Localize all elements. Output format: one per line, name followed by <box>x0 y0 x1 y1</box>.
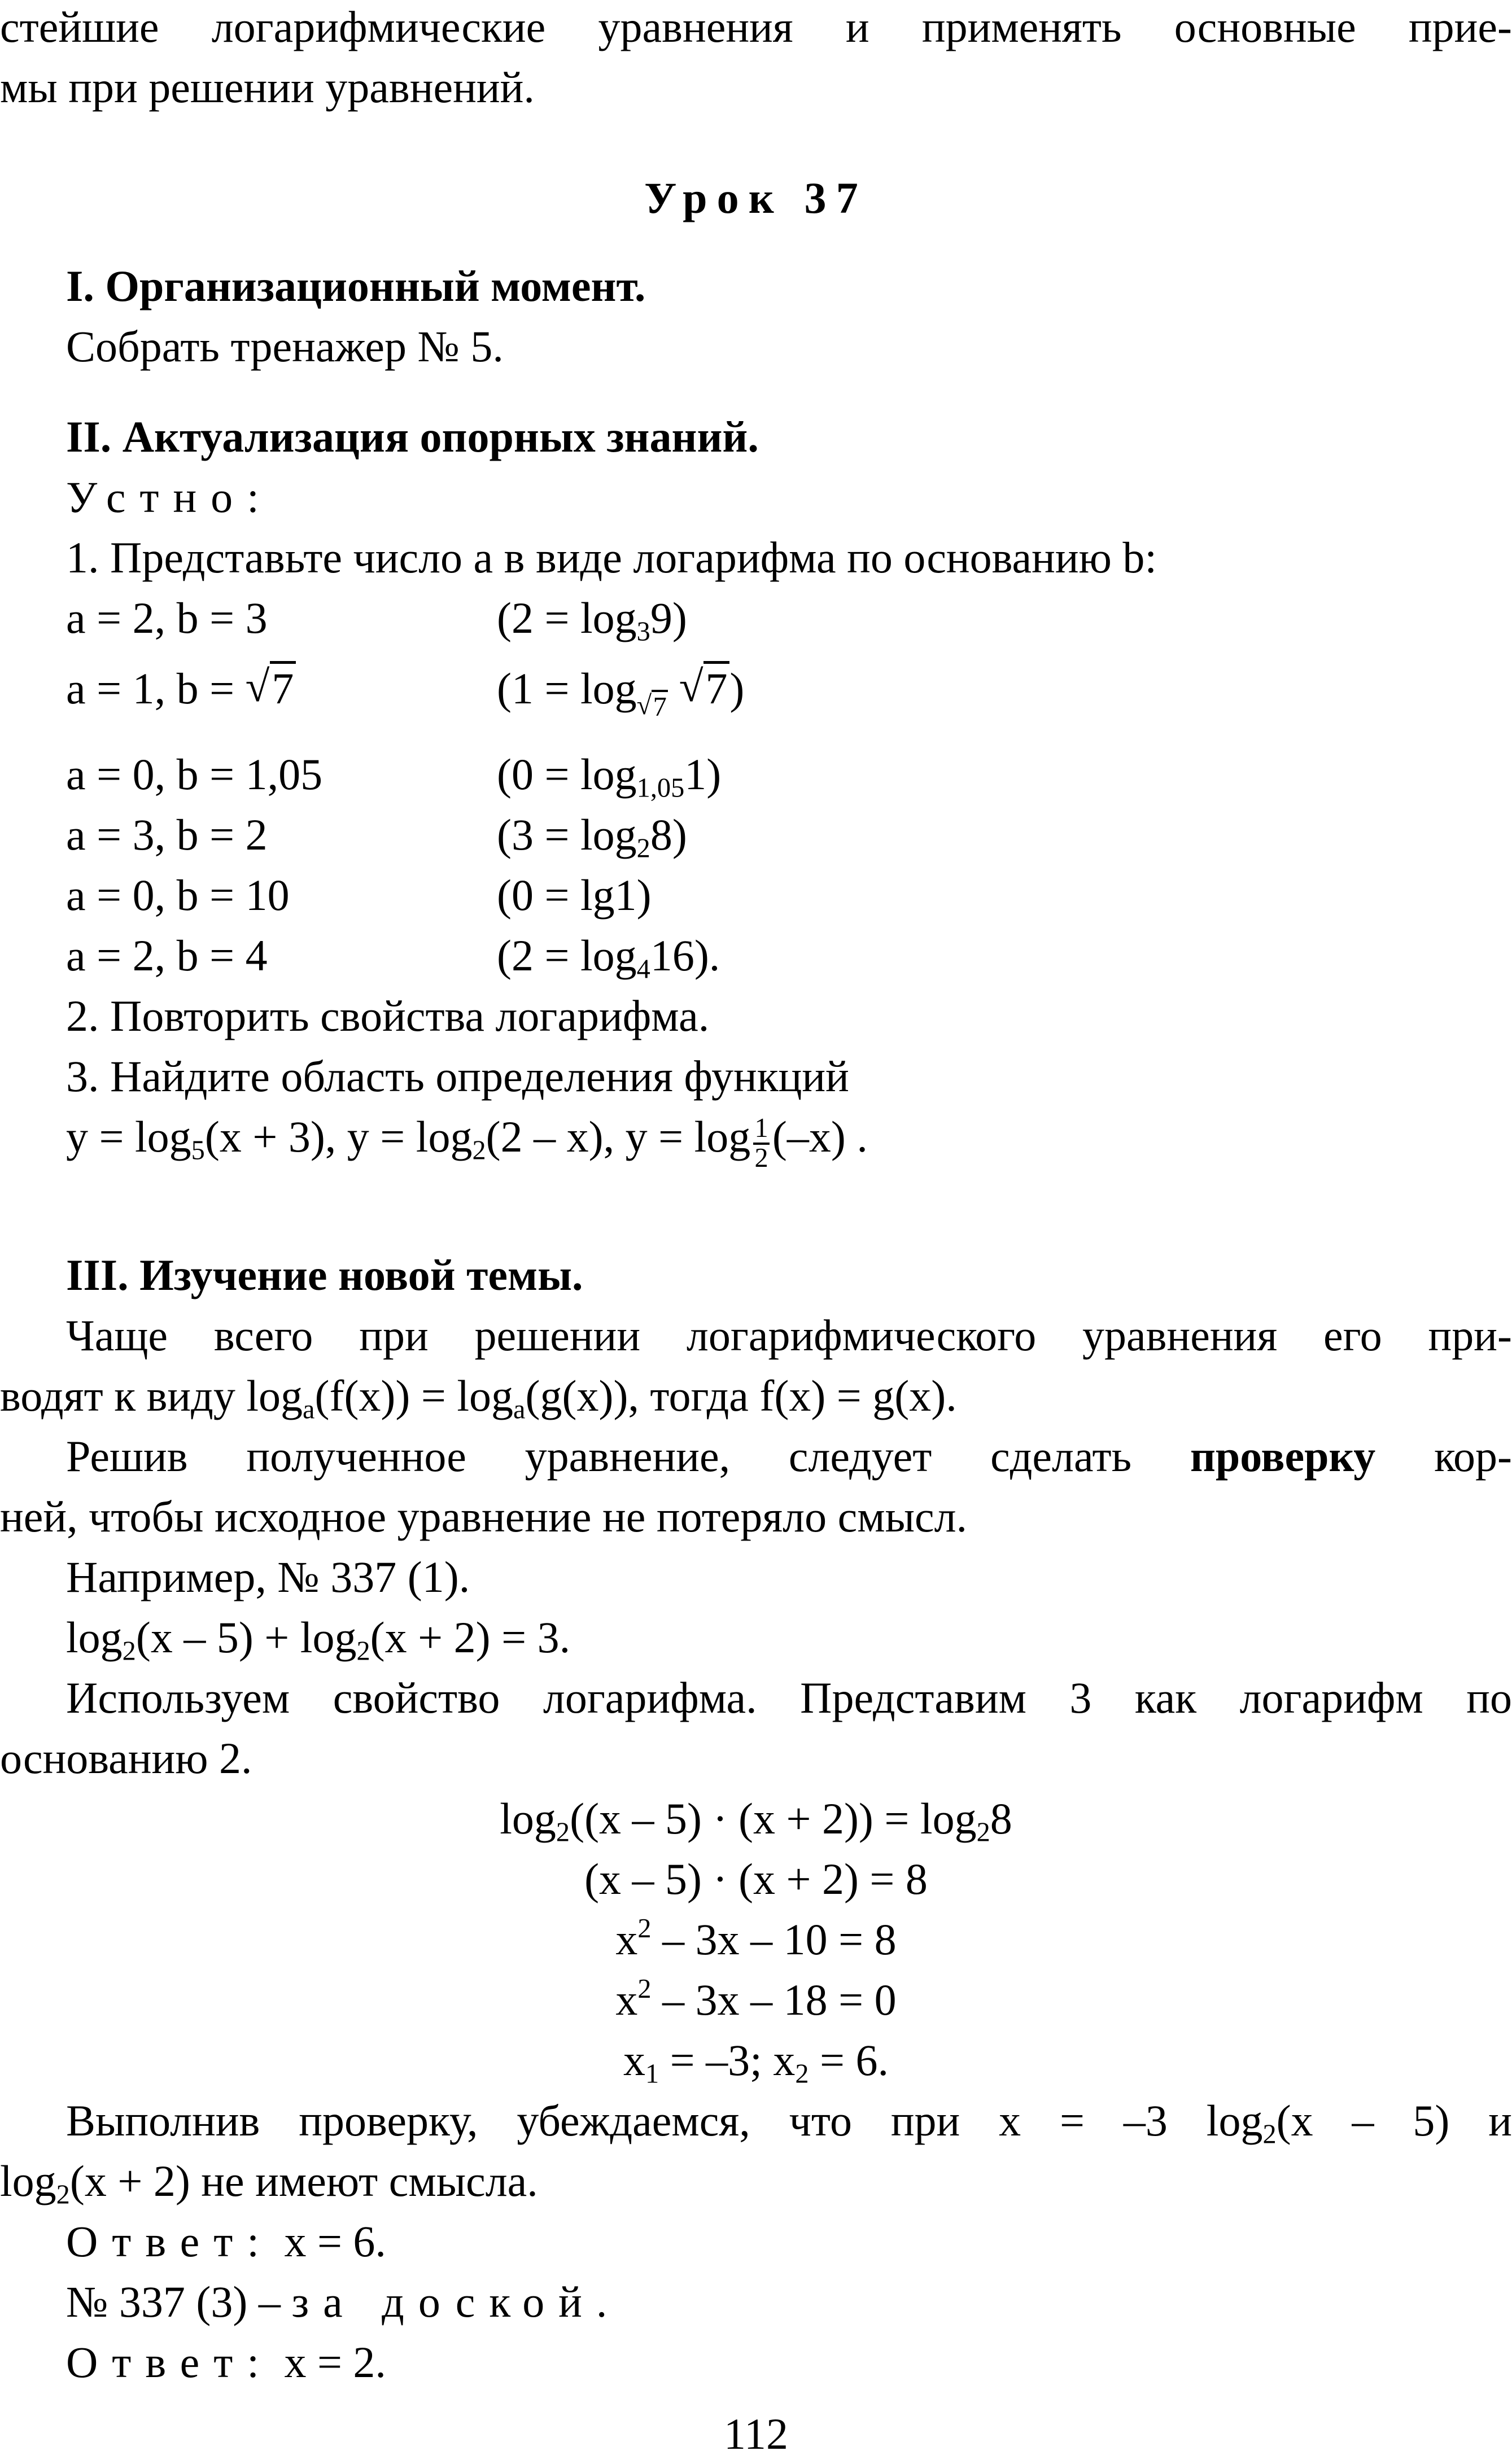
solution-step-1: $\log_2((x - 5) \cdot (x + 2)) = \log_28$ <box>500 1794 1012 1848</box>
solution-step-4: $x^2 - 3x - 18 = 0$ <box>615 1974 897 2024</box>
log-row-3: a = 0, b = 1,05 $(0 = \log_{1,05}1)$ <box>66 750 722 803</box>
task-2: 2. Повторить свойства логарифма. <box>66 991 710 1040</box>
paragraph-1-line-1: Чаще всего при решении логарифмического уравнения его при- <box>66 1311 1512 1360</box>
paragraph-4-line-1: Выполнив проверку, убеждаемся, что при x = –3 $\log_2(x - 5)$ и <box>66 2096 1512 2150</box>
continuation-line-2: мы при решении уравнений. <box>0 63 535 112</box>
sqrt-argument: √ 7 <box>679 658 730 719</box>
log-row-1: a = 2, b = 3 $(2 = \log_39)$ <box>66 593 687 647</box>
page-number: 112 <box>723 2409 789 2458</box>
functions-line: $y = \log_5(x + 3)$, $y = \log_2(2 - x)$, y = log $\frac{1}{2}$ (–x) . <box>66 1112 868 1173</box>
solution-step-3: $x^2 - 3x - 10 = 8$ <box>615 1914 897 1964</box>
section-3-heading: III. Изучение новой темы. <box>66 1250 583 1299</box>
paragraph-1-line-2: водят к виду $\log_a(f(x)) = \log_a(g(x))$, тогда f(x) = g(x). <box>0 1371 957 1425</box>
board-task: № 337 (3) – за доской. <box>66 2277 622 2326</box>
paragraph-3-line-2: основанию 2. <box>0 1734 252 1783</box>
paragraph-4-line-2: $\log_2(x + 2)$ не имеют смысла. <box>0 2156 538 2210</box>
solution-step-5: $x_1 = -3$; $x_2 = 6$. <box>623 2036 889 2089</box>
section-2-heading: II. Актуализация опорных знаний. <box>66 412 759 461</box>
fraction-base: $\frac{1}{2}$ <box>753 1115 770 1172</box>
log-row-5: a = 0, b = 10 (0 = lg1) <box>66 870 652 920</box>
answer-2: Ответ: x = 2. <box>66 2338 386 2387</box>
oral-label: Устно: <box>66 472 273 522</box>
sqrt-symbol: √ 7 <box>246 658 296 719</box>
task-1: 1. Представьте число a в виде логарифма по основанию b: <box>66 533 1157 582</box>
paragraph-3-line-1: Используем свойство логарифма. Представим 3 как логарифм по <box>66 1673 1512 1722</box>
section-1-text: Собрать тренажер № 5. <box>66 322 504 371</box>
answer-1: Ответ: x = 6. <box>66 2217 386 2266</box>
paragraph-2-line-1: Решив полученное уравнение, следует сделать проверку кор- <box>66 1432 1512 1481</box>
lesson-title: Урок 37 <box>644 173 868 222</box>
paragraph-2-line-2: ней, чтобы исходное уравнение не потеряло смысл. <box>0 1492 968 1541</box>
example-label: Например, № 337 (1). <box>66 1552 470 1601</box>
log-row-2: a = 1, b = √ 7 (1 = log √ 7 √ 7) <box>66 658 296 719</box>
sqrt-base: √ 7 <box>637 677 668 737</box>
continuation-line-1: стейшие логарифмические уравнения и применять основные прие- <box>0 2 1512 51</box>
solution-step-2: (x – 5) · (x + 2) = 8 <box>584 1854 928 1903</box>
log-row-6: a = 2, b = 4 $(2 = \log_416)$. <box>66 931 720 984</box>
section-1-heading: I. Организационный момент. <box>66 261 646 310</box>
example-equation: $\log_2(x - 5) + \log_2(x + 2) = 3$. <box>66 1613 571 1666</box>
log-row-4: a = 3, b = 2 $(3 = \log_28)$ <box>66 810 687 864</box>
task-3: 3. Найдите область определения функций <box>66 1052 849 1101</box>
